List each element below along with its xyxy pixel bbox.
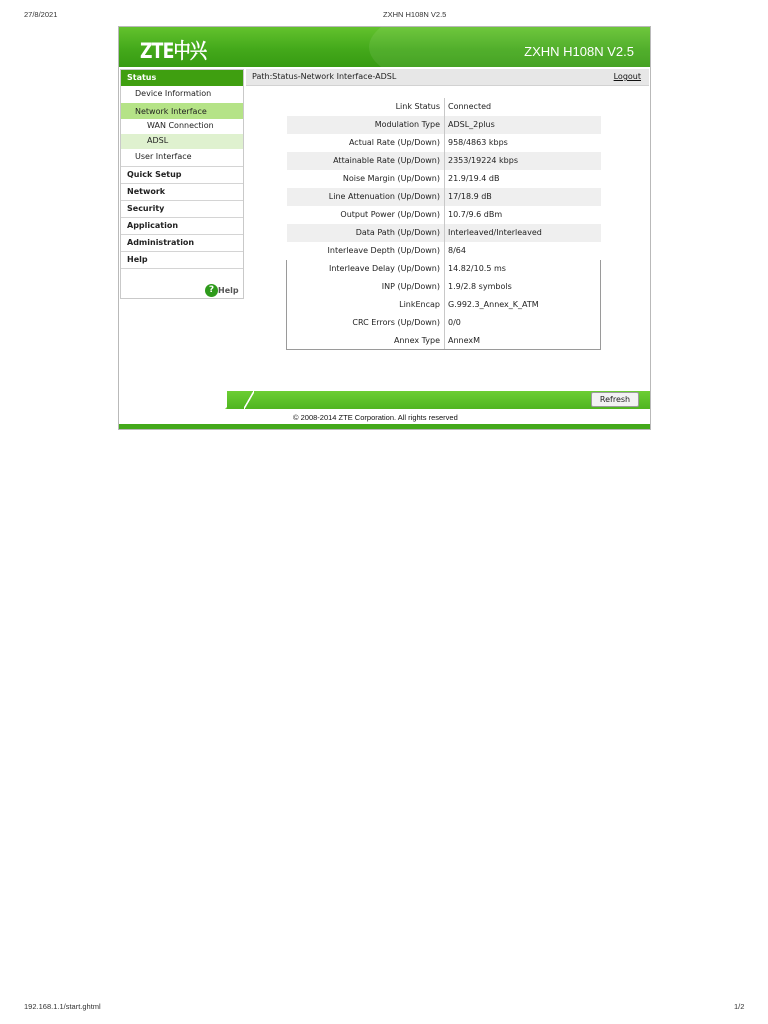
- row-label: Interleave Delay (Up/Down): [287, 260, 445, 278]
- row-label: Link Status: [287, 98, 445, 116]
- table-row: [287, 278, 601, 296]
- table-row: [287, 134, 601, 152]
- row-value: 8/64: [448, 246, 466, 255]
- table-row: [287, 260, 601, 278]
- row-label: Annex Type: [287, 332, 445, 350]
- row-value: ADSL_2plus: [445, 116, 601, 134]
- logout-link[interactable]: Logout: [613, 72, 641, 81]
- row-value: Connected: [448, 102, 492, 111]
- sidebar-item-adsl[interactable]: ADSL: [121, 134, 243, 149]
- row-label: Data Path (Up/Down): [287, 224, 445, 242]
- row-value: 14.82/10.5 ms: [445, 260, 601, 278]
- row-label: Output Power (Up/Down): [287, 206, 445, 224]
- footer-stripe: [244, 391, 254, 409]
- adsl-info-table: [286, 98, 601, 350]
- print-url: 192.168.1.1/start.ghtml: [24, 1002, 101, 1011]
- row-label: Line Attenuation (Up/Down): [287, 188, 445, 206]
- footer-line: [119, 424, 650, 429]
- refresh-button[interactable]: Refresh: [591, 392, 639, 407]
- print-date: 27/8/2021: [24, 10, 58, 19]
- row-label: Actual Rate (Up/Down): [287, 134, 445, 152]
- zte-logo: ZTE中兴: [140, 39, 207, 63]
- header-banner: [119, 27, 650, 67]
- router-page: [118, 26, 651, 430]
- row-label: INP (Up/Down): [287, 278, 445, 296]
- sidebar-item-user-interface[interactable]: User Interface: [121, 149, 243, 167]
- table-row: [287, 296, 601, 314]
- table-row: [287, 116, 601, 134]
- help-link-label: Help: [218, 286, 239, 295]
- row-label: Interleave Depth (Up/Down): [287, 242, 445, 260]
- row-value: AnnexM: [445, 332, 601, 350]
- table-row: [287, 98, 601, 116]
- sidebar-item-status[interactable]: Status: [121, 70, 243, 86]
- sidebar-item-administration[interactable]: Administration: [121, 235, 243, 252]
- sidebar-item-help[interactable]: Help: [121, 252, 243, 269]
- sidebar-item-security[interactable]: Security: [121, 201, 243, 218]
- row-value: 2353/19224 kbps: [445, 152, 601, 170]
- sidebar-item-quick-setup[interactable]: Quick Setup: [121, 167, 243, 184]
- sidebar-item-network-interface[interactable]: Network Interface: [121, 103, 243, 119]
- row-label: Modulation Type: [287, 116, 445, 134]
- row-value: 21.9/19.4 dB: [448, 174, 500, 183]
- row-label: Attainable Rate (Up/Down): [287, 152, 445, 170]
- print-title: ZXHN H108N V2.5: [383, 10, 447, 19]
- model-name: ZXHN H108N V2.5: [524, 44, 634, 59]
- table-row: [287, 152, 601, 170]
- row-value: 958/4863 kbps: [448, 138, 508, 147]
- help-link[interactable]: [205, 284, 239, 297]
- row-value: 10.7/9.6 dBm: [448, 210, 503, 219]
- breadcrumb-path: Path:Status-Network Interface-ADSL: [252, 72, 397, 81]
- table-row: [287, 170, 601, 188]
- row-value: Interleaved/Interleaved: [445, 224, 601, 242]
- sidebar-menu: [120, 69, 244, 299]
- sidebar-item-device-information[interactable]: Device Information: [135, 89, 212, 98]
- help-icon[interactable]: ?: [205, 284, 218, 297]
- footer-bar: [227, 391, 650, 409]
- sidebar-item-application[interactable]: Application: [121, 218, 243, 235]
- row-value: 0/0: [445, 314, 601, 332]
- row-label: CRC Errors (Up/Down): [287, 314, 445, 332]
- print-page-number: 1/2: [734, 1002, 745, 1011]
- copyright: © 2008-2014 ZTE Corporation. All rights reserved: [293, 413, 458, 422]
- table-row: [287, 242, 601, 260]
- row-value: 1.9/2.8 symbols: [445, 278, 601, 296]
- sidebar-item-wan-connection[interactable]: WAN Connection: [147, 121, 214, 130]
- table-row: [287, 188, 601, 206]
- row-label: LinkEncap: [287, 296, 445, 314]
- sidebar-item-network[interactable]: Network: [121, 184, 243, 201]
- row-label: Noise Margin (Up/Down): [287, 170, 445, 188]
- table-row: [287, 224, 601, 242]
- table-row: [287, 206, 601, 224]
- table-row: [287, 332, 601, 350]
- table-row: [287, 314, 601, 332]
- row-value: 17/18.9 dB: [445, 188, 601, 206]
- breadcrumb: [246, 69, 649, 86]
- row-value: G.992.3_Annex_K_ATM: [445, 296, 601, 314]
